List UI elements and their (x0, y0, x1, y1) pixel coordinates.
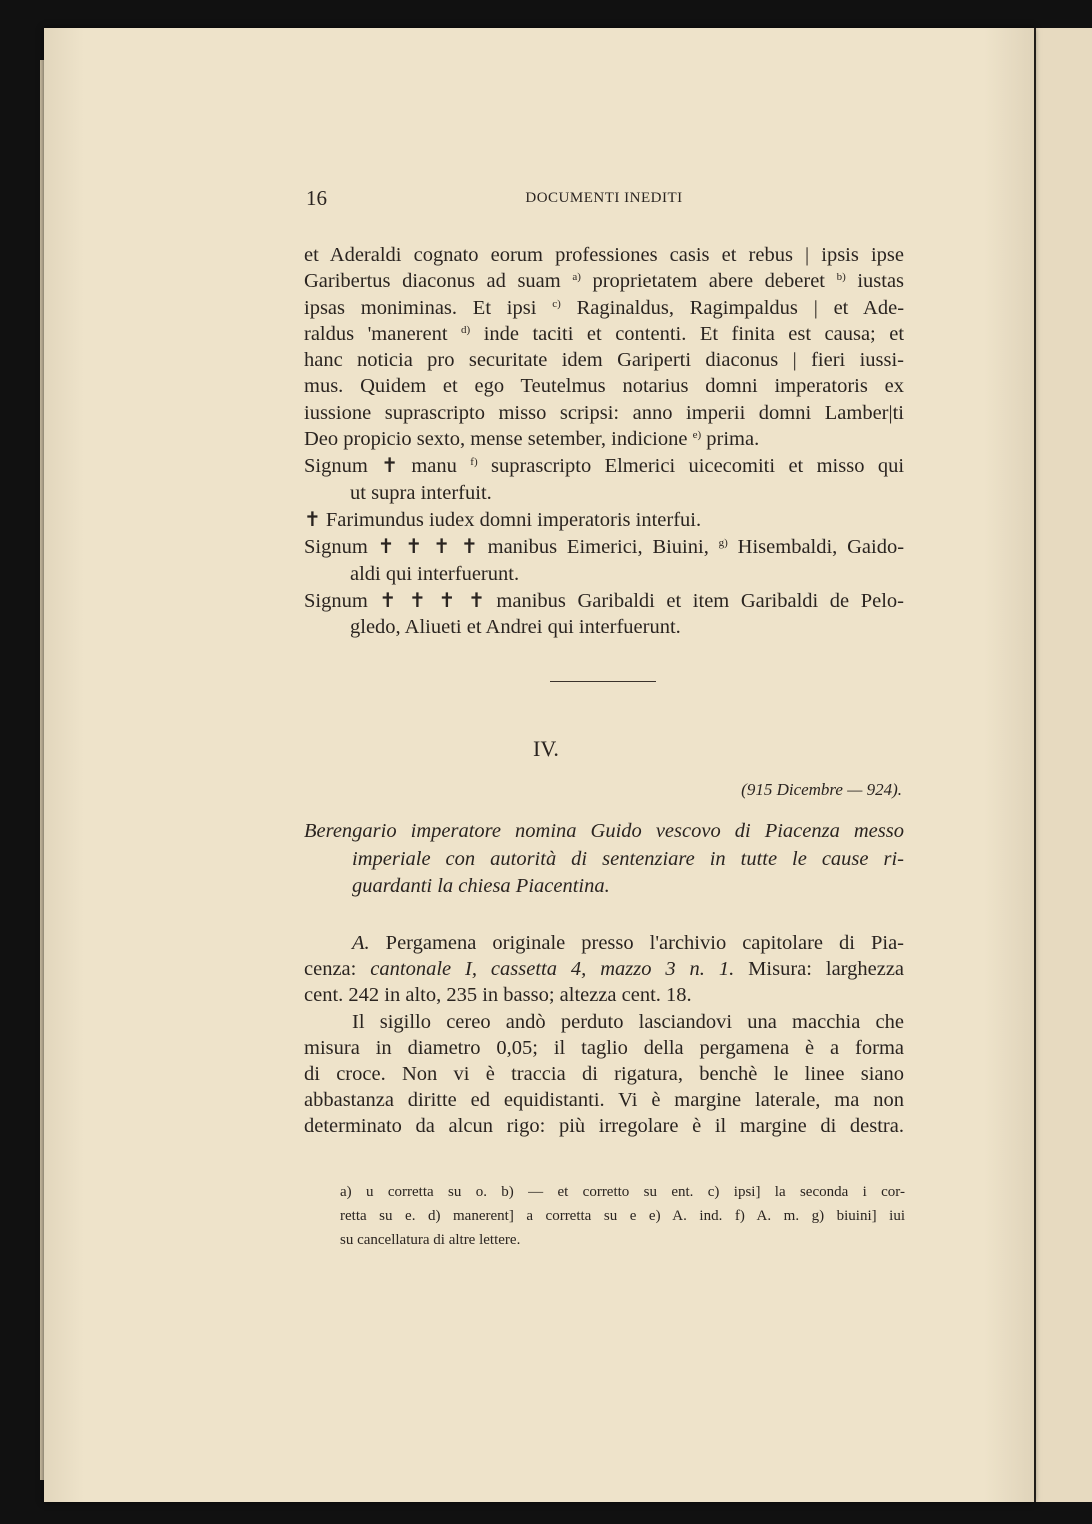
document-summary (304, 818, 904, 901)
text-line: Garibertus diaconus ad suam $^{a)}$ proprietatem abere deberet $^{b)}$ iustas (304, 270, 905, 293)
footnotes (340, 1180, 905, 1252)
text-line: mus. Quidem et ego Teutelmus notarius domni imperatoris ex (304, 375, 904, 398)
text-line: iussione suprascripto misso scripsi: anno imperii domni Lamber|ti (304, 401, 904, 424)
document-number: IV. (533, 736, 559, 761)
text-line: Deo propicio sexto, mense setember, indicione $^{e)}$ prima. (304, 428, 760, 451)
summary-line: guardanti la chiesa Piacentina. (352, 875, 610, 897)
cross-icon: ✝ ✝ ✝ ✝ (377, 534, 478, 559)
signature-line: ut supra interfuit. (350, 481, 492, 504)
description-line: Il sigillo cereo andò perduto lasciandovi una macchia che (352, 1010, 904, 1033)
description-line: determinato da alcun rigo: più irregolare è il margine di destra. (304, 1115, 904, 1138)
summary-line: imperiale con autorità di sentenziare in tutte le cause ri- (352, 847, 904, 870)
footnote-line: a) u corretta su o. b) — et corretto su ent. c) ipsi] la seconda i cor- (340, 1184, 905, 1200)
footnote-line: retta su e. d) manerent] a corretta su e e) A. ind. f) A. m. g) biuini] iui (340, 1208, 905, 1224)
description-line: di croce. Non vi è traccia di rigatura, benchè le linee siano (304, 1063, 904, 1086)
description-line: cenza: cantonale I, cassetta 4, mazzo 3 n. 1. Misura: larghezza (304, 958, 905, 981)
description-line: A. Pergamena originale presso l'archivio capitolare di Pia- (352, 932, 904, 954)
signature-line: Signum ✝ ✝ ✝ ✝ manibus Eimerici, Biuini, $^{g)}$ Hisembaldi, Gaido- (304, 534, 905, 559)
document-iii-text (304, 242, 904, 640)
description-line: cent. 242 in alto, 235 in basso; altezza cent. 18. (304, 984, 692, 1007)
summary-line: Berengario imperatore nomina Guido vescovo di Piacenza messo (304, 820, 904, 842)
text-line: et Aderaldi cognato eorum professiones casis et rebus | ipsis ipse (304, 244, 904, 266)
description-line: abbastanza diritte ed equidistanti. Vi è margine laterale, ma non (304, 1089, 904, 1112)
signature-line: Signum ✝ manu $^{f)}$ suprascripto Elmerici uicecomiti et misso qui (304, 453, 905, 478)
text-line: ipsas moniminas. Et ipsi $^{c)}$ Raginaldus, Ragimpaldus | et Ade- (304, 296, 905, 319)
document-date: (915 Dicembre — 924). (741, 780, 902, 799)
adjacent-page-edge (1034, 28, 1092, 1502)
cross-icon: ✝ (304, 506, 321, 531)
document-description (304, 930, 904, 1140)
signature-line: gledo, Aliueti et Andrei qui interfuerunt. (350, 616, 681, 639)
page-number: 16 (306, 186, 327, 210)
footnote-line: su cancellatura di altre lettere. (340, 1232, 521, 1248)
text-line: raldus 'manerent $^{d)}$ inde taciti et contenti. Et finita est causa; et (304, 322, 905, 345)
description-line: misura in diametro 0,05; il taglio della pergamena è a forma (304, 1036, 904, 1059)
cross-icon: ✝ ✝ ✝ ✝ (379, 587, 485, 612)
cross-icon: ✝ (381, 453, 398, 478)
signature-line: aldi qui interfuerunt. (350, 562, 520, 585)
signature-line: ✝ Farimundus iudex domni imperatoris interfui. (304, 506, 702, 531)
text-line: hanc noticia pro securitate idem Gariperti diaconus | fieri iussi- (304, 349, 904, 372)
signature-line: Signum ✝ ✝ ✝ ✝ manibus Garibaldi et item Garibaldi de Pelo- (304, 587, 904, 612)
running-head (306, 186, 902, 216)
section-divider (550, 681, 656, 682)
running-title: DOCUMENTI INEDITI (525, 190, 683, 206)
